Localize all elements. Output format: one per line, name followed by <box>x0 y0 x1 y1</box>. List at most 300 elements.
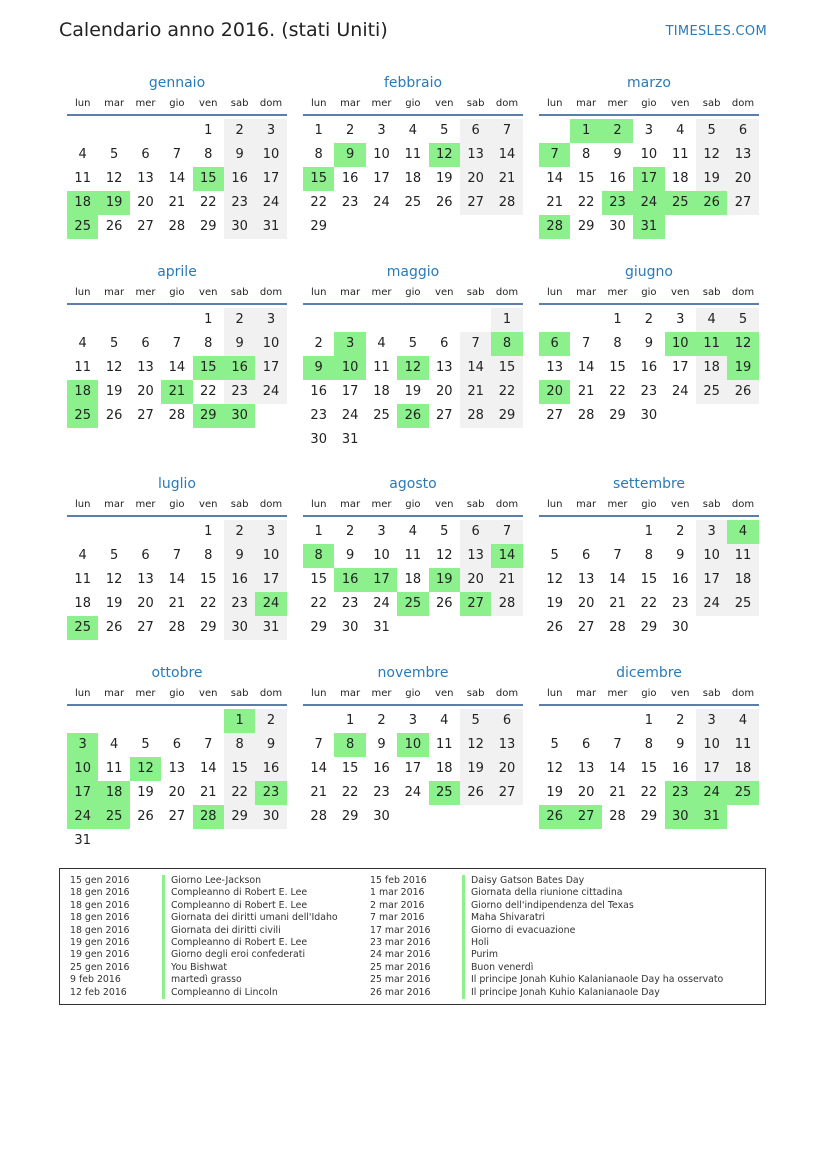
day-cell: 19 <box>98 191 129 215</box>
day-cell: 15 <box>577 171 595 186</box>
day-cell: 13 <box>460 143 491 167</box>
day-cell: 28 <box>609 809 626 824</box>
day-cell: 26 <box>137 809 154 824</box>
day-cell: 29 <box>224 805 255 829</box>
empty-cell <box>602 709 633 733</box>
day-cell: 16 <box>671 572 689 587</box>
day-cell: 16 <box>224 167 255 191</box>
day-cell: 21 <box>546 195 563 210</box>
weekday-header <box>67 286 287 305</box>
day-cell: 6 <box>491 709 522 733</box>
day-cell: 23 <box>602 191 633 215</box>
day-cell: 11 <box>404 147 422 162</box>
day-cell: 24 <box>341 408 359 423</box>
holiday-marker <box>162 912 165 924</box>
day-cell: 24 <box>255 191 286 215</box>
weekday-label: dom <box>259 499 283 510</box>
day-cell: 17 <box>696 757 727 781</box>
weekday-label: dom <box>495 287 519 298</box>
day-cell: 3 <box>696 709 727 733</box>
day-cell: 13 <box>168 761 186 776</box>
holiday-marker <box>462 987 465 999</box>
holiday-name: Giorno degli eroi confederati <box>171 949 306 961</box>
day-cell: 15 <box>640 761 658 776</box>
empty-cell <box>539 308 570 332</box>
day-cell: 18 <box>696 356 727 380</box>
holiday-row <box>70 887 338 899</box>
day-cell: 17 <box>255 568 286 592</box>
day-cell: 15 <box>193 356 224 380</box>
weekday-label: ven <box>435 499 454 510</box>
holiday-marker <box>162 937 165 949</box>
holiday-name: Il principe Jonah Kuhio Kalanianaole Day ha osservato <box>471 974 724 986</box>
day-cell: 6 <box>172 737 181 752</box>
day-cell: 18 <box>373 384 390 399</box>
day-grid <box>303 308 523 452</box>
day-cell: 14 <box>168 572 186 587</box>
day-cell: 14 <box>577 360 595 375</box>
day-cell: 14 <box>546 171 563 186</box>
day-cell: 2 <box>676 524 685 539</box>
day-cell: 4 <box>377 336 386 351</box>
day-cell: 26 <box>435 596 453 611</box>
holiday-marker <box>462 887 465 899</box>
day-cell: 23 <box>310 408 327 423</box>
weekday-label: lun <box>74 287 91 298</box>
month-name: marzo <box>627 75 671 91</box>
day-cell: 19 <box>546 596 563 611</box>
weekday-label: gio <box>405 287 421 298</box>
holiday-name: Giornata della riunione cittadina <box>471 887 623 899</box>
day-cell: 4 <box>440 713 449 728</box>
day-cell: 4 <box>408 524 417 539</box>
day-cell: 2 <box>314 336 323 351</box>
day-cell: 8 <box>204 147 213 162</box>
day-cell: 28 <box>609 620 626 635</box>
day-cell: 5 <box>109 548 119 563</box>
day-cell: 30 <box>665 805 696 829</box>
holiday-list <box>59 868 766 1005</box>
day-cell: 2 <box>345 123 355 138</box>
day-cell: 11 <box>671 147 689 162</box>
day-cell: 7 <box>581 336 591 351</box>
day-cell: 9 <box>644 336 653 351</box>
day-cell: 16 <box>310 384 327 399</box>
weekday-label: mar <box>576 98 597 109</box>
day-cell: 24 <box>373 195 390 210</box>
day-cell: 1 <box>204 312 213 327</box>
weekday-label: dom <box>731 98 755 109</box>
empty-cell <box>460 308 491 332</box>
weekday-label: ven <box>199 688 218 699</box>
month-name: novembre <box>377 665 449 681</box>
day-cell: 21 <box>310 785 327 800</box>
day-cell: 27 <box>570 805 601 829</box>
day-cell: 9 <box>676 737 685 752</box>
holiday-marker <box>462 974 465 986</box>
empty-cell <box>161 308 192 332</box>
day-cell: 22 <box>640 785 658 800</box>
weekday-header <box>67 97 287 116</box>
day-cell: 17 <box>255 356 286 380</box>
day-cell: 5 <box>550 548 559 563</box>
day-cell: 22 <box>199 384 217 399</box>
weekday-label: mer <box>135 499 156 510</box>
day-cell: 7 <box>204 737 213 752</box>
day-cell: 10 <box>397 733 428 757</box>
day-grid <box>67 308 287 428</box>
day-cell: 15 <box>303 167 334 191</box>
holiday-row <box>370 974 723 986</box>
day-cell: 22 <box>341 785 359 800</box>
day-cell: 4 <box>78 147 87 162</box>
day-cell: 10 <box>334 356 365 380</box>
day-cell: 15 <box>609 360 626 375</box>
empty-cell <box>303 308 334 332</box>
empty-cell <box>130 119 161 143</box>
day-cell: 10 <box>373 147 390 162</box>
day-cell: 7 <box>491 520 522 544</box>
day-cell: 1 <box>314 524 323 539</box>
day-cell: 1 <box>204 123 213 138</box>
day-cell: 11 <box>696 332 727 356</box>
empty-cell <box>67 119 98 143</box>
day-cell: 30 <box>341 620 359 635</box>
day-cell: 21 <box>609 596 626 611</box>
day-cell: 4 <box>78 548 87 563</box>
holiday-date: 17 mar 2016 <box>370 924 431 936</box>
holiday-marker <box>162 949 165 961</box>
day-cell: 18 <box>67 380 98 404</box>
day-cell: 7 <box>172 336 181 351</box>
holiday-date: 18 gen 2016 <box>70 912 130 924</box>
month-marzo <box>539 74 759 239</box>
day-cell: 22 <box>640 596 658 611</box>
day-cell: 18 <box>404 171 422 186</box>
weekday-header <box>539 687 759 706</box>
day-cell: 15 <box>193 167 224 191</box>
day-cell: 19 <box>435 171 453 186</box>
holiday-marker <box>162 887 165 899</box>
day-cell: 24 <box>696 781 727 805</box>
weekday-label: ven <box>435 688 454 699</box>
day-cell: 20 <box>460 167 491 191</box>
weekday-label: mer <box>135 98 156 109</box>
day-cell: 20 <box>460 568 491 592</box>
day-cell: 2 <box>345 524 355 539</box>
day-cell: 1 <box>314 123 323 138</box>
day-cell: 17 <box>255 167 286 191</box>
day-cell: 17 <box>366 568 397 592</box>
day-cell: 6 <box>141 336 150 351</box>
weekday-label: lun <box>310 98 327 109</box>
weekday-label: ven <box>671 287 690 298</box>
day-cell: 22 <box>609 384 626 399</box>
holiday-row <box>70 900 338 912</box>
weekday-label: mar <box>104 688 125 699</box>
day-cell: 12 <box>546 761 563 776</box>
day-grid <box>539 119 759 239</box>
day-cell: 16 <box>640 360 658 375</box>
holiday-marker <box>462 937 465 949</box>
day-cell: 16 <box>671 761 689 776</box>
day-cell: 17 <box>373 171 390 186</box>
day-cell: 14 <box>310 761 327 776</box>
day-cell: 23 <box>373 785 390 800</box>
holiday-date: 12 feb 2016 <box>70 986 127 998</box>
day-cell: 26 <box>546 620 563 635</box>
day-cell: 18 <box>727 568 758 592</box>
day-cell: 7 <box>172 548 181 563</box>
day-cell: 22 <box>491 380 522 404</box>
day-cell: 4 <box>78 336 87 351</box>
day-cell: 13 <box>491 733 522 757</box>
day-cell: 31 <box>373 620 390 635</box>
day-cell: 3 <box>644 123 653 138</box>
empty-cell <box>130 709 161 733</box>
weekday-label: dom <box>259 287 283 298</box>
day-cell: 23 <box>224 191 255 215</box>
day-cell: 2 <box>644 312 653 327</box>
weekday-label: mer <box>371 499 392 510</box>
day-cell: 17 <box>696 568 727 592</box>
day-cell: 24 <box>633 191 664 215</box>
holiday-name: Giornata dei diritti umani dell'Idaho <box>171 912 338 924</box>
day-cell: 3 <box>377 123 386 138</box>
holiday-row <box>370 900 723 912</box>
weekday-label: sab <box>230 688 249 699</box>
holiday-row <box>70 974 338 986</box>
day-cell: 27 <box>137 219 154 234</box>
day-cell: 30 <box>609 219 626 234</box>
day-cell: 24 <box>255 380 286 404</box>
weekday-label: ven <box>199 98 218 109</box>
day-cell: 8 <box>314 147 323 162</box>
day-cell: 17 <box>671 360 689 375</box>
empty-cell <box>98 709 129 733</box>
day-cell: 26 <box>397 404 428 428</box>
day-cell: 30 <box>640 408 658 423</box>
day-cell: 28 <box>539 215 570 239</box>
weekday-label: mer <box>607 287 628 298</box>
holiday-name: martedì grasso <box>171 974 242 986</box>
holiday-date: 19 gen 2016 <box>70 949 130 961</box>
day-cell: 25 <box>404 195 422 210</box>
day-cell: 13 <box>577 761 595 776</box>
weekday-header <box>539 286 759 305</box>
empty-cell <box>429 308 460 332</box>
day-cell: 9 <box>224 544 255 568</box>
day-cell: 13 <box>137 572 154 587</box>
day-cell: 30 <box>224 616 255 640</box>
day-cell: 13 <box>577 572 595 587</box>
day-cell: 7 <box>613 737 622 752</box>
day-cell: 25 <box>727 592 758 616</box>
empty-cell <box>570 709 601 733</box>
day-cell: 7 <box>314 737 323 752</box>
weekday-label: sab <box>466 499 485 510</box>
day-cell: 29 <box>491 404 522 428</box>
day-cell: 16 <box>334 568 365 592</box>
day-cell: 8 <box>334 733 365 757</box>
empty-cell <box>303 709 334 733</box>
day-cell: 2 <box>255 709 286 733</box>
day-cell: 15 <box>491 356 522 380</box>
weekday-label: mar <box>104 499 125 510</box>
day-cell: 28 <box>460 404 491 428</box>
day-cell: 19 <box>429 568 460 592</box>
day-cell: 29 <box>310 620 327 635</box>
day-cell: 1 <box>204 524 213 539</box>
day-cell: 11 <box>404 548 422 563</box>
weekday-header <box>67 498 287 517</box>
day-cell: 29 <box>577 219 595 234</box>
holiday-date: 25 mar 2016 <box>370 961 431 973</box>
day-cell: 16 <box>373 761 390 776</box>
day-cell: 31 <box>341 432 359 447</box>
weekday-label: gio <box>405 688 421 699</box>
weekday-label: sab <box>702 688 721 699</box>
day-cell: 9 <box>255 733 286 757</box>
day-cell: 26 <box>105 408 123 423</box>
day-cell: 25 <box>727 781 758 805</box>
day-cell: 21 <box>577 384 595 399</box>
day-cell: 29 <box>341 809 359 824</box>
holiday-row <box>370 987 723 999</box>
holiday-date: 19 gen 2016 <box>70 936 130 948</box>
holiday-name: Holi <box>471 936 489 948</box>
holiday-date: 23 mar 2016 <box>370 936 431 948</box>
site-link[interactable]: TIMESLES.COM <box>665 24 767 39</box>
month-name: luglio <box>158 476 196 492</box>
day-cell: 24 <box>671 384 689 399</box>
month-gennaio <box>67 74 287 239</box>
day-cell: 20 <box>137 195 154 210</box>
weekday-header <box>303 97 523 116</box>
weekday-label: sab <box>702 499 721 510</box>
month-febbraio <box>303 74 523 239</box>
day-cell: 11 <box>373 360 390 375</box>
day-cell: 25 <box>98 805 129 829</box>
day-cell: 9 <box>224 143 255 167</box>
day-grid <box>67 709 287 853</box>
day-cell: 27 <box>460 191 491 215</box>
day-cell: 5 <box>727 308 758 332</box>
weekday-label: mar <box>576 688 597 699</box>
month-name: settembre <box>612 476 686 492</box>
holiday-list-column-left <box>70 875 338 999</box>
month-ottobre <box>67 664 287 853</box>
day-cell: 20 <box>137 596 154 611</box>
day-cell: 23 <box>671 596 689 611</box>
day-cell: 25 <box>429 781 460 805</box>
day-cell: 15 <box>341 761 359 776</box>
day-cell: 12 <box>429 143 460 167</box>
weekday-label: gio <box>169 287 185 298</box>
day-cell: 3 <box>676 312 685 327</box>
day-cell: 23 <box>665 781 696 805</box>
weekday-label: mer <box>371 287 392 298</box>
weekday-label: gio <box>169 499 185 510</box>
holiday-date: 26 mar 2016 <box>370 986 431 998</box>
day-cell: 12 <box>105 171 123 186</box>
weekday-label: lun <box>546 688 563 699</box>
day-cell: 12 <box>435 548 453 563</box>
holiday-name: Compleanno di Robert E. Lee <box>171 936 308 948</box>
day-cell: 11 <box>727 544 758 568</box>
day-cell: 11 <box>74 572 91 587</box>
day-cell: 22 <box>199 596 217 611</box>
day-cell: 19 <box>460 757 491 781</box>
holiday-marker <box>462 962 465 974</box>
weekday-header <box>539 498 759 517</box>
day-cell: 14 <box>168 171 186 186</box>
weekday-label: lun <box>310 688 327 699</box>
weekday-label: mer <box>371 98 392 109</box>
weekday-label: ven <box>671 98 690 109</box>
weekday-label: sab <box>466 98 485 109</box>
day-cell: 28 <box>310 809 327 824</box>
holiday-name: Daisy Gatson Bates Day <box>471 875 585 886</box>
weekday-label: mer <box>135 688 156 699</box>
empty-cell <box>570 308 601 332</box>
day-cell: 22 <box>199 195 217 210</box>
day-cell: 27 <box>137 620 154 635</box>
month-name: aprile <box>157 264 197 280</box>
holiday-date: 18 gen 2016 <box>70 924 130 936</box>
day-cell: 10 <box>640 147 658 162</box>
day-cell: 14 <box>609 761 626 776</box>
holiday-row <box>70 875 338 887</box>
holiday-marker <box>462 912 465 924</box>
day-cell: 7 <box>491 119 522 143</box>
day-cell: 19 <box>404 384 422 399</box>
holiday-row <box>70 937 338 949</box>
day-cell: 6 <box>440 336 449 351</box>
day-cell: 27 <box>168 809 186 824</box>
empty-cell <box>98 119 129 143</box>
weekday-label: mar <box>576 499 597 510</box>
month-name: agosto <box>389 476 437 492</box>
month-settembre <box>539 475 759 640</box>
day-cell: 8 <box>644 548 653 563</box>
day-cell: 10 <box>255 143 286 167</box>
holiday-name: Giorno Lee-Jackson <box>171 875 262 886</box>
day-cell: 19 <box>696 167 727 191</box>
weekday-label: sab <box>466 688 485 699</box>
weekday-label: lun <box>546 499 563 510</box>
day-cell: 16 <box>341 171 359 186</box>
holiday-marker <box>162 875 165 887</box>
holiday-name: Compleanno di Robert E. Lee <box>171 887 308 899</box>
day-cell: 2 <box>224 119 255 143</box>
day-cell: 14 <box>491 544 522 568</box>
day-cell: 20 <box>491 757 522 781</box>
day-cell: 24 <box>67 805 98 829</box>
day-cell: 15 <box>224 757 255 781</box>
day-cell: 4 <box>696 308 727 332</box>
day-cell: 11 <box>105 761 123 776</box>
holiday-marker <box>462 900 465 912</box>
day-cell: 24 <box>696 592 727 616</box>
day-cell: 9 <box>377 737 386 752</box>
empty-cell <box>570 520 601 544</box>
weekday-label: sab <box>230 287 249 298</box>
day-cell: 11 <box>74 360 91 375</box>
day-cell: 12 <box>696 143 727 167</box>
empty-cell <box>67 709 98 733</box>
weekday-label: dom <box>495 688 519 699</box>
